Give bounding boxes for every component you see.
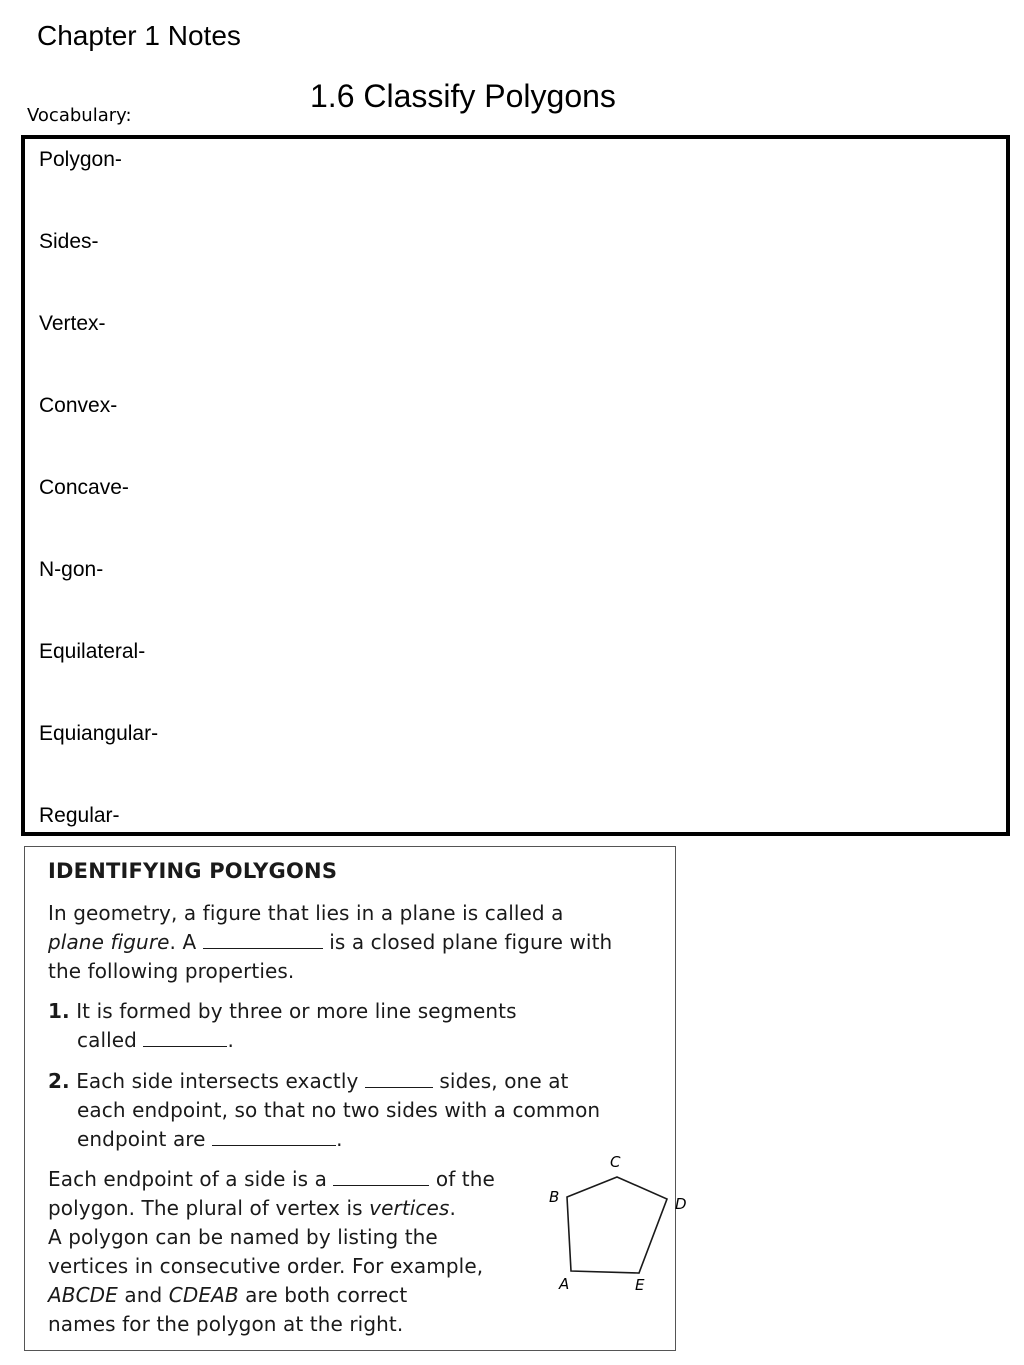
intro-text: is a closed plane figure with [329, 930, 613, 954]
vocab-term-convex: Convex- [39, 394, 118, 417]
item-2-line-2 [77, 1098, 600, 1122]
vocab-term-regular: Regular- [39, 804, 120, 827]
item-text: sides, one at [439, 1069, 569, 1093]
para-text: polygon. The plural of vertex is [48, 1196, 363, 1220]
para-line-3 [48, 1225, 438, 1249]
example-name-abcde: ABCDE [48, 1283, 118, 1307]
fill-blank-polygon [203, 930, 323, 949]
vertex-label-c-alt: C [610, 1153, 621, 1171]
pentagon-shape [567, 1177, 667, 1273]
plane-figure-term: plane figure [48, 930, 170, 954]
vocab-term-equilateral: Equilateral- [39, 640, 146, 663]
vocab-term-vertex: Vertex- [39, 312, 106, 335]
item-1-line-1 [48, 999, 517, 1023]
item-number: 1. [48, 999, 70, 1023]
vocabulary-box [21, 135, 1010, 836]
vocab-term-equiangular: Equiangular- [39, 722, 159, 745]
chapter-heading: Chapter 1 Notes [37, 20, 241, 51]
para-text: . [449, 1196, 456, 1220]
example-name-cdeab: CDEAB [168, 1283, 239, 1307]
intro-text: . A [169, 930, 197, 954]
para-line-1 [48, 1167, 495, 1191]
para-line-6 [48, 1312, 403, 1336]
para-line-4 [48, 1254, 483, 1278]
vocab-term-sides: Sides- [39, 230, 99, 253]
intro-line-3 [48, 959, 294, 983]
panel-heading: IDENTIFYING POLYGONS [48, 859, 338, 883]
para-text: A polygon can be named by listing the [48, 1225, 438, 1249]
item-text: endpoint are [77, 1127, 206, 1151]
para-text: are both correct [245, 1283, 408, 1307]
vocabulary-label: Vocabulary: [27, 105, 132, 126]
fill-blank-collinear [212, 1127, 336, 1146]
item-text: . [227, 1028, 234, 1052]
intro-text: the following properties. [48, 959, 295, 983]
item-text: called [77, 1028, 137, 1052]
item-text: Each side intersects exactly [76, 1069, 359, 1093]
fill-blank-sides [143, 1028, 227, 1047]
para-text: Each endpoint of a side is a [48, 1167, 327, 1191]
para-text: names for the polygon at the right. [48, 1312, 404, 1336]
para-text: and [124, 1283, 163, 1307]
vertex-label-b: B [549, 1188, 560, 1206]
fill-blank-vertex [333, 1167, 429, 1186]
para-line-2 [48, 1196, 456, 1220]
para-text: vertices in consecutive order. For example, [48, 1254, 484, 1278]
page-title: 1.6 Classify Polygons [310, 78, 616, 114]
intro-text: In geometry, a figure that lies in a plane is called a [48, 901, 564, 925]
vertex-label-e: E [635, 1276, 645, 1294]
item-text: It is formed by three or more line segments [76, 999, 517, 1023]
identifying-polygons-panel [24, 846, 687, 1351]
vocab-term-n-gon: N-gon- [39, 558, 104, 581]
vertex-label-d: D [675, 1195, 687, 1213]
item-number: 2. [48, 1069, 70, 1093]
item-text: . [336, 1127, 343, 1151]
fill-blank-two [365, 1069, 433, 1088]
vocab-term-polygon: Polygon- [39, 148, 122, 171]
item-text: each endpoint, so that no two sides with a common [77, 1098, 601, 1122]
item-2-line-1 [48, 1069, 569, 1093]
vertices-term: vertices [369, 1196, 450, 1220]
intro-line-2 [48, 930, 612, 954]
intro-line-1 [48, 901, 564, 925]
vocab-term-concave: Concave- [39, 476, 129, 499]
vertex-label-a: A [559, 1275, 570, 1293]
item-2-line-3 [77, 1127, 343, 1151]
para-line-5 [48, 1283, 407, 1307]
item-1-line-2 [77, 1028, 234, 1052]
para-text: of the [435, 1167, 495, 1191]
pentagon-figure [515, 1147, 705, 1297]
